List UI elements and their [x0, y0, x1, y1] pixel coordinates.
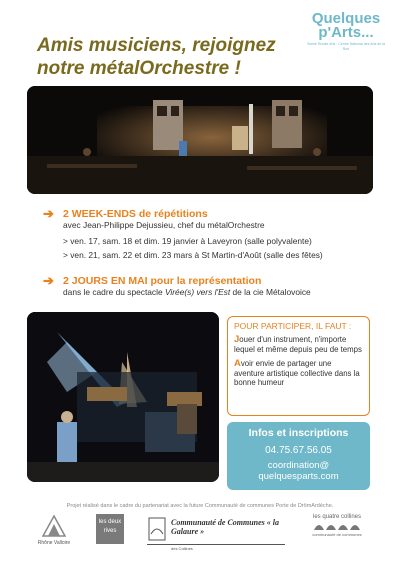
rehearsal-date-1: > ven. 17, sam. 18 et dim. 19 janvier à Laveyron (salle polyvalente) [63, 236, 312, 246]
rhone-valloire-logo: Rhône Valloire [30, 514, 78, 546]
arrow-icon: ➔ [43, 273, 54, 288]
performance-title: 2 JOURS EN MAI pour la représentation [63, 275, 262, 287]
participation-item-2: Avoir envie de partager une aventure artistique collective dans la bonne humeur [234, 358, 360, 387]
section-performance [43, 273, 387, 298]
metal-performance-photo [27, 312, 219, 482]
hills-icon [314, 520, 360, 530]
rehearsals-title: 2 WEEK-ENDS de répétitions [63, 208, 208, 220]
headline-line1: Amis musiciens, rejoignez [37, 35, 276, 56]
partnership-note: Projet réalisé dans le cadre du partenariat avec la future Communauté de communes Porte de DrômArdèche. [66, 503, 334, 509]
performance-line: dans le cadre du spectacle Virée(s) vers l'Est de la cie Métalovoice [63, 287, 311, 297]
email-address[interactable]: coordination@ quelquesparts.com [258, 460, 339, 482]
galaure-logo: Communauté de Communes « la Galaure » des Collines [147, 514, 285, 551]
participation-box [227, 316, 370, 416]
galaure-icon [147, 516, 167, 542]
participation-item-1: Jouer d'un instrument, n'importe lequel et même depuis peu de temps [234, 334, 362, 354]
phone-number[interactable]: 04.75.67.56.05 [265, 445, 332, 456]
headline-line2: notre métalOrchestre ! [37, 58, 241, 79]
orchestra-stage-photo [27, 86, 373, 194]
quatre-collines-logo: les quatre collines communauté de communes [312, 514, 362, 537]
logo-name-line2: p'Arts... [318, 24, 374, 41]
arrow-icon: ➔ [43, 206, 54, 221]
info-title: Infos et inscriptions [248, 427, 349, 439]
info-box [227, 422, 370, 490]
section-rehearsals [43, 206, 387, 261]
participation-title: POUR PARTICIPER, IL FAUT : [234, 321, 352, 331]
rhone-valloire-icon [41, 514, 67, 538]
show-title: Virée(s) vers l'Est [164, 287, 231, 297]
headline [37, 34, 297, 80]
quelques-parts-logo [305, 12, 387, 52]
rehearsals-subtitle: avec Jean-Philippe Dejussieu, chef du métalOrchestre [63, 220, 265, 230]
les-deux-rives-logo: les deux rives [92, 514, 128, 544]
rehearsal-date-2: > ven. 21, sam. 22 et dim. 23 mars à St Martin-d'Août (salle des fêtes) [63, 250, 323, 260]
logo-name-line1: Quelques [311, 10, 381, 27]
logo-tagline: Scène Rurale Arts - Centre National des Arts de la Rue [307, 42, 385, 51]
